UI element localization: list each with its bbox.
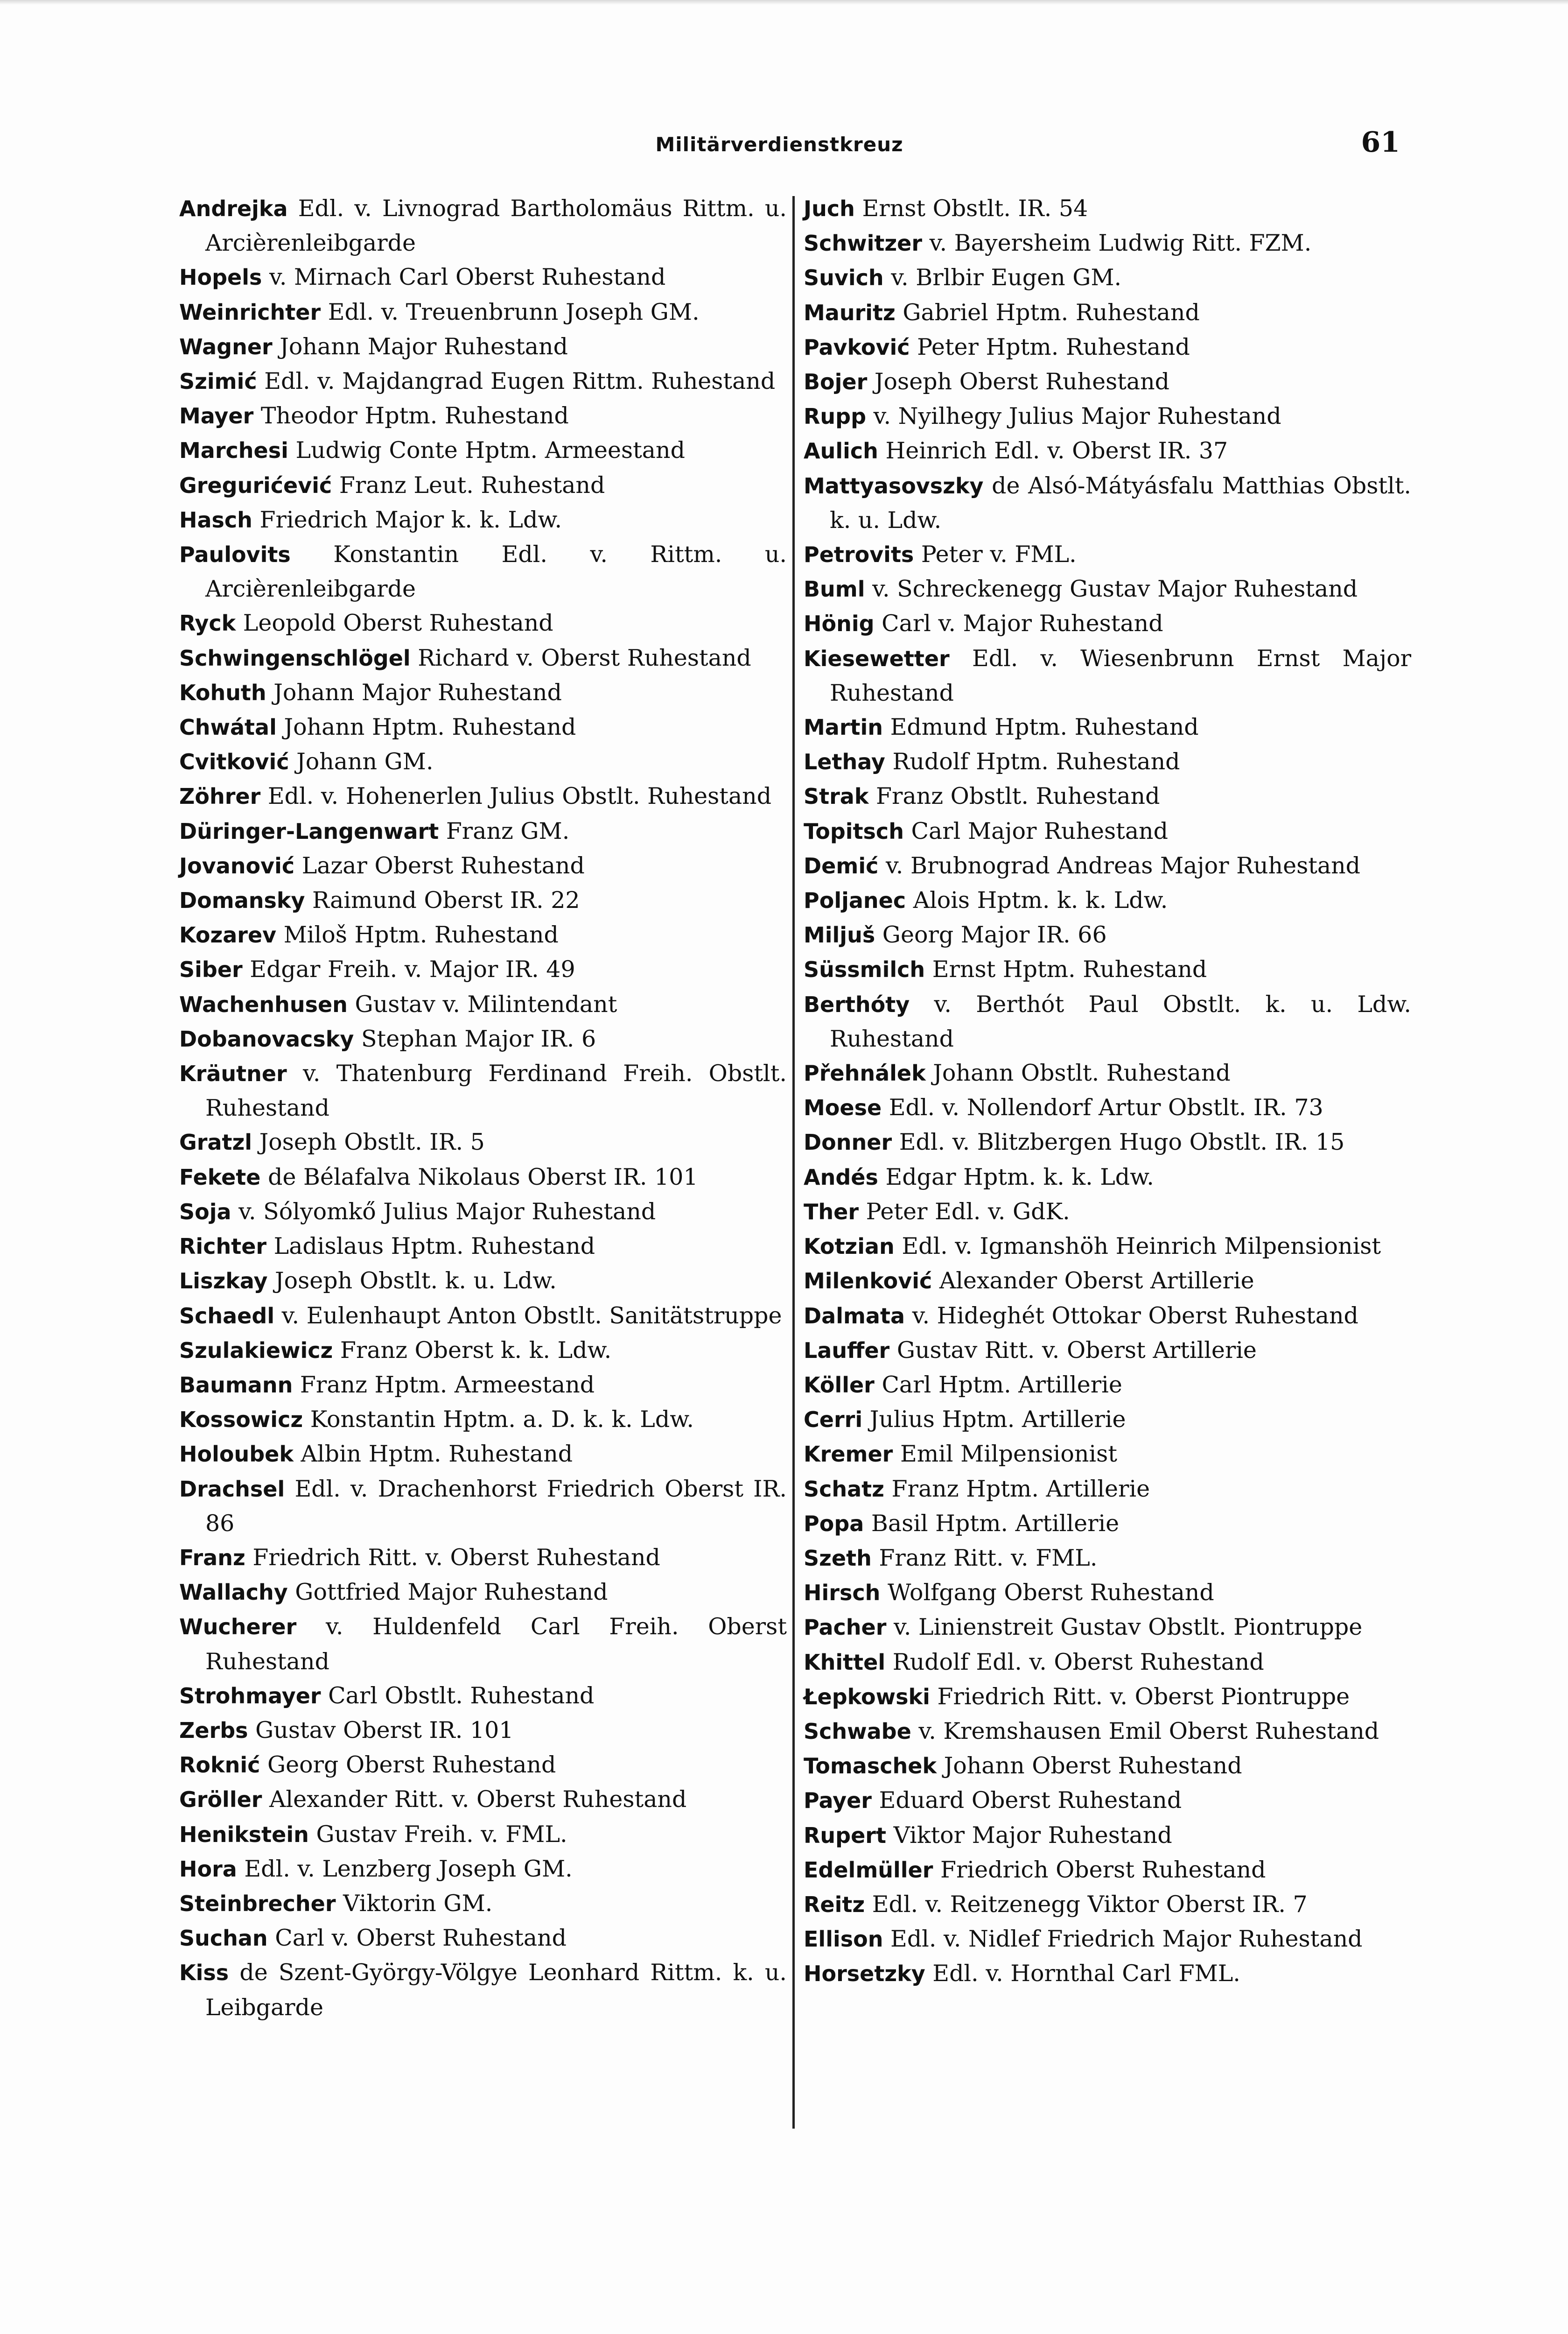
list-entry: [179, 1955, 787, 2024]
entry-details: Johann GM.: [296, 748, 434, 775]
entry-details: Richard v. Oberst Ruhestand: [418, 644, 751, 671]
list-entry: [804, 849, 1411, 883]
entry-details: Julius Hptm. Artillerie: [869, 1406, 1126, 1433]
entry-surname: Martin: [804, 715, 883, 740]
list-entry: [804, 710, 1411, 745]
entry-surname: Andrejka: [179, 196, 288, 221]
column-divider: [792, 196, 795, 2129]
entry-surname: Hasch: [179, 507, 252, 533]
list-entry: [804, 260, 1411, 295]
list-entry: [804, 1229, 1411, 1264]
entry-details: Basil Hptm. Artillerie: [871, 1510, 1120, 1537]
entry-details: de Szent-György-Völgye Leonhard Rittm. k. u. Leibgarde: [205, 1959, 787, 2021]
entry-details: Edl. v. Hornthal Carl FML.: [932, 1960, 1240, 1987]
entry-surname: Tomaschek: [804, 1753, 937, 1779]
entry-surname: Schaedl: [179, 1303, 275, 1329]
entry-surname: Milenković: [804, 1268, 932, 1294]
entry-details: Edl. v. Treuenbrunn Joseph GM.: [328, 298, 700, 325]
entry-details: Gabriel Hptm. Ruhestand: [903, 299, 1200, 326]
entry-surname: Aulich: [804, 438, 878, 464]
entry-details: Edgar Hptm. k. k. Ldw.: [885, 1163, 1154, 1190]
list-entry: [179, 537, 787, 606]
entry-details: Viktorin GM.: [343, 1890, 493, 1917]
entry-surname: Steinbrecher: [179, 1891, 336, 1916]
entry-surname: Kremer: [804, 1441, 893, 1467]
entry-surname: Schatz: [804, 1476, 884, 1502]
list-entry: [804, 1195, 1411, 1229]
entry-surname: Kossowicz: [179, 1407, 303, 1433]
entry-details: v. Mirnach Carl Oberst Ruhestand: [269, 264, 666, 291]
list-entry: [179, 814, 787, 849]
entry-surname: Henikstein: [179, 1821, 309, 1847]
list-entry: [179, 1748, 787, 1782]
list-entry: [804, 1125, 1411, 1160]
list-entry: [804, 1853, 1411, 1887]
list-entry: [179, 503, 787, 537]
list-entry: [804, 1437, 1411, 1471]
entry-surname: Pavković: [804, 334, 910, 360]
entry-surname: Drachsel: [179, 1476, 285, 1502]
entry-details: Edl. v. Hohenerlen Julius Obstlt. Ruhestand: [267, 783, 772, 810]
entry-surname: Wachenhusen: [179, 991, 348, 1017]
list-entry: [179, 1160, 787, 1195]
entry-details: Franz Leut. Ruhestand: [339, 471, 605, 499]
entry-surname: Szulakiewicz: [179, 1337, 333, 1363]
entry-details: Johann Oberst Ruhestand: [944, 1752, 1242, 1779]
list-entry: [804, 434, 1411, 468]
entry-details: Leopold Oberst Ruhestand: [243, 610, 553, 637]
entry-surname: Chwátal: [179, 715, 277, 740]
entry-details: Edl. v. Wiesenbrunn Ernst Major Ruhestand: [830, 645, 1411, 706]
entry-details: Johann Major Ruhestand: [280, 333, 568, 360]
entry-details: Viktor Major Ruhestand: [893, 1821, 1172, 1849]
entry-surname: Domansky: [179, 888, 305, 914]
list-entry: [804, 1749, 1411, 1783]
list-entry: [179, 918, 787, 952]
entry-details: v. Huldenfeld Carl Freih. Oberst Ruhestand: [205, 1613, 787, 1675]
entry-surname: Ryck: [179, 611, 236, 636]
entry-surname: Moese: [804, 1095, 882, 1121]
list-entry: [179, 433, 787, 468]
list-entry: [804, 1090, 1411, 1125]
list-entry: [179, 1125, 787, 1160]
list-entry: [804, 1056, 1411, 1090]
entry-details: Albin Hptm. Ruhestand: [301, 1441, 573, 1468]
entry-details: Franz Ritt. v. FML.: [879, 1544, 1098, 1571]
entry-details: Edmund Hptm. Ruhestand: [890, 714, 1199, 741]
list-entry: [179, 260, 787, 295]
entry-details: Joseph Obstlt. k. u. Ldw.: [275, 1267, 557, 1294]
entry-surname: Kiesewetter: [804, 646, 950, 671]
entry-surname: Düringer-Langenwart: [179, 818, 439, 844]
entry-surname: Mayer: [179, 403, 254, 429]
entry-details: Rudolf Hptm. Ruhestand: [892, 748, 1180, 775]
entry-surname: Hirsch: [804, 1580, 881, 1606]
entry-details: Franz GM.: [446, 817, 570, 844]
entry-surname: Liszkay: [179, 1268, 268, 1294]
entry-details: v. Schreckenegg Gustav Major Ruhestand: [872, 576, 1358, 603]
entry-details: Edl. v. Blitzbergen Hugo Obstlt. IR. 15: [899, 1129, 1345, 1156]
entry-surname: Roknić: [179, 1752, 260, 1778]
entry-details: v. Bayersheim Ludwig Ritt. FZM.: [929, 230, 1312, 257]
entry-details: Gustav Ritt. v. Oberst Artillerie: [896, 1336, 1257, 1364]
entry-surname: Petrovits: [804, 542, 914, 568]
list-entry: [804, 1402, 1411, 1437]
list-entry: [179, 1022, 787, 1056]
entry-surname: Paulovits: [179, 542, 291, 568]
list-entry: [179, 1264, 787, 1298]
list-entry: [179, 987, 787, 1022]
entry-details: de Alsó-Mátyásfalu Matthias Obstlt. k. u. Ldw.: [830, 472, 1412, 534]
entry-details: Gustav v. Milintendant: [355, 991, 617, 1018]
entry-surname: Bojer: [804, 369, 868, 395]
entry-surname: Buml: [804, 576, 865, 602]
entry-details: Edl. v. Majdangrad Eugen Rittm. Ruhestand: [264, 368, 776, 395]
entry-details: Alexander Oberst Artillerie: [939, 1267, 1254, 1294]
entry-surname: Szimić: [179, 369, 257, 394]
entry-surname: Gregurićević: [179, 472, 332, 498]
entry-details: Johann Major Ruhestand: [273, 679, 562, 706]
entry-surname: Kozarev: [179, 922, 277, 948]
entry-surname: Cvitković: [179, 749, 289, 775]
list-entry: [179, 779, 787, 814]
entry-surname: Wucherer: [179, 1614, 297, 1640]
list-entry: [179, 1782, 787, 1817]
list-entry: [804, 226, 1411, 260]
list-entry: [179, 1540, 787, 1575]
entry-details: Peter v. FML.: [921, 541, 1077, 568]
entry-details: v. Hideghét Ottokar Oberst Ruhestand: [912, 1302, 1358, 1329]
entry-surname: Donner: [804, 1130, 892, 1155]
entry-surname: Reitz: [804, 1891, 865, 1917]
entry-details: v. Berthót Paul Obstlt. k. u. Ldw. Ruhestand: [830, 991, 1412, 1052]
entry-details: Gustav Freih. v. FML.: [316, 1821, 567, 1848]
list-entry: [804, 191, 1411, 226]
entry-details: Franz Hptm. Artillerie: [891, 1475, 1150, 1502]
entry-details: Franz Obstlt. Ruhestand: [876, 783, 1160, 810]
entry-surname: Poljanec: [804, 888, 906, 914]
entry-surname: Weinrichter: [179, 299, 321, 325]
list-entry: [179, 952, 787, 987]
entry-details: Edgar Freih. v. Major IR. 49: [250, 956, 575, 983]
entry-surname: Edelmüller: [804, 1857, 933, 1883]
list-entry: [804, 295, 1411, 330]
left-column: [179, 191, 787, 2025]
entry-details: Johann Obstlt. Ruhestand: [933, 1060, 1231, 1087]
entry-surname: Gröller: [179, 1787, 262, 1813]
entry-surname: Cerri: [804, 1407, 863, 1433]
entry-surname: Ther: [804, 1199, 859, 1224]
list-entry: [804, 399, 1411, 434]
list-entry: [804, 641, 1411, 710]
list-entry: [179, 849, 787, 883]
list-entry: [804, 814, 1411, 849]
list-entry: [804, 1956, 1411, 1991]
list-entry: [804, 952, 1411, 987]
entry-surname: Miljuš: [804, 922, 875, 948]
entry-details: v. Eulenhaupt Anton Obstlt. Sanitätstruppe: [281, 1302, 782, 1329]
entry-surname: Khittel: [804, 1649, 886, 1675]
entry-surname: Mauritz: [804, 300, 896, 325]
list-entry: [179, 1368, 787, 1402]
list-entry: [804, 987, 1411, 1056]
entry-details: Miloš Hptm. Ruhestand: [283, 921, 559, 949]
list-entry: [179, 606, 787, 640]
list-entry: [179, 468, 787, 503]
entry-surname: Fekete: [179, 1164, 261, 1190]
entry-surname: Pacher: [804, 1615, 887, 1640]
list-entry: [804, 1541, 1411, 1575]
entry-surname: Kiss: [179, 1960, 229, 1986]
entry-details: Konstantin Hptm. a. D. k. k. Ldw.: [310, 1406, 694, 1433]
list-entry: [804, 745, 1411, 779]
list-entry: [804, 883, 1411, 918]
entry-surname: Přehnálek: [804, 1061, 926, 1086]
entry-details: Georg Oberst Ruhestand: [267, 1751, 556, 1779]
list-entry: [804, 779, 1411, 814]
entry-details: Konstantin Edl. v. Rittm. u. Arcièrenleibgarde: [205, 541, 787, 603]
entry-surname: Mattyasovszky: [804, 473, 984, 499]
entry-details: Lazar Oberst Ruhestand: [301, 852, 585, 879]
entry-details: Edl. v. Nollendorf Artur Obstlt. IR. 73: [889, 1094, 1323, 1121]
entry-surname: Demić: [804, 853, 879, 879]
list-entry: [804, 606, 1411, 641]
entry-surname: Topitsch: [804, 818, 904, 844]
list-entry: [179, 399, 787, 433]
list-entry: [179, 191, 787, 260]
entry-surname: Rupert: [804, 1822, 886, 1848]
entry-surname: Łepkowski: [804, 1684, 930, 1709]
entry-details: v. Brlbir Eugen GM.: [891, 264, 1122, 291]
entry-details: v. Linienstreit Gustav Obstlt. Piontruppe: [894, 1614, 1363, 1641]
list-entry: [179, 1229, 787, 1264]
entry-details: Edl. v. Drachenhorst Friedrich Oberst IR. 86: [205, 1475, 787, 1537]
right-column: [804, 191, 1411, 1991]
entry-details: Friedrich Ritt. v. Oberst Piontruppe: [937, 1683, 1350, 1710]
entry-details: v. Kremshausen Emil Oberst Ruhestand: [918, 1717, 1379, 1744]
entry-details: Stephan Major IR. 6: [361, 1025, 596, 1052]
entry-surname: Hopels: [179, 265, 262, 290]
entry-details: Theodor Hptm. Ruhestand: [260, 402, 569, 429]
entry-surname: Wagner: [179, 334, 273, 359]
entry-details: Friedrich Oberst Ruhestand: [940, 1856, 1266, 1883]
entry-details: v. Brubnograd Andreas Major Ruhestand: [885, 852, 1361, 879]
list-entry: [179, 1195, 787, 1229]
list-entry: [804, 1645, 1411, 1680]
entry-details: Edl. v. Lenzberg Joseph GM.: [244, 1855, 573, 1882]
entry-surname: Kotzian: [804, 1234, 895, 1259]
entry-surname: Hönig: [804, 611, 875, 637]
list-entry: [804, 1922, 1411, 1956]
entry-surname: Ellison: [804, 1926, 883, 1952]
list-entry: [804, 469, 1411, 537]
list-entry: [179, 745, 787, 779]
entry-surname: Richter: [179, 1234, 267, 1259]
entry-details: Ludwig Conte Hptm. Armeestand: [295, 437, 685, 464]
entry-details: Georg Major IR. 66: [882, 921, 1107, 949]
list-entry: [179, 1713, 787, 1748]
entry-details: Edl. v. Igmanshöh Heinrich Milpensionist: [902, 1233, 1381, 1260]
entry-details: Heinrich Edl. v. Oberst IR. 37: [885, 437, 1228, 464]
list-entry: [804, 1714, 1411, 1749]
entry-details: Emil Milpensionist: [900, 1441, 1117, 1468]
entry-details: Ladislaus Hptm. Ruhestand: [273, 1233, 595, 1260]
list-entry: [804, 1333, 1411, 1368]
page-edge: [0, 0, 1568, 5]
list-entry: [804, 1887, 1411, 1922]
list-entry: [804, 1818, 1411, 1853]
list-entry: [804, 1575, 1411, 1610]
entry-surname: Hora: [179, 1856, 237, 1882]
list-entry: [804, 1264, 1411, 1298]
entry-details: Eduard Oberst Ruhestand: [879, 1787, 1182, 1814]
list-entry: [179, 641, 787, 675]
entry-surname: Marchesi: [179, 438, 288, 464]
list-entry: [179, 675, 787, 710]
page-number: 61: [1361, 126, 1400, 159]
list-entry: [804, 1160, 1411, 1195]
entry-details: Peter Edl. v. GdK.: [866, 1198, 1070, 1225]
entry-surname: Payer: [804, 1788, 872, 1814]
entry-details: Edl. v. Livnograd Bartholomäus Rittm. u. Arcièrenleibgarde: [205, 195, 787, 257]
entry-surname: Wallachy: [179, 1580, 288, 1605]
entry-details: Carl Hptm. Artillerie: [882, 1371, 1122, 1398]
entry-surname: Jovanović: [179, 853, 295, 879]
entry-surname: Dobanovacsky: [179, 1026, 354, 1052]
entry-surname: Kräutner: [179, 1061, 287, 1087]
list-entry: [804, 1472, 1411, 1506]
list-entry: [804, 918, 1411, 952]
list-entry: [804, 572, 1411, 606]
entry-surname: Süssmilch: [804, 957, 925, 983]
entry-surname: Berthóty: [804, 991, 910, 1017]
entry-details: Joseph Oberst Ruhestand: [874, 368, 1170, 395]
entry-details: Wolfgang Oberst Ruhestand: [887, 1579, 1214, 1606]
entry-details: Alexander Ritt. v. Oberst Ruhestand: [269, 1786, 687, 1813]
list-entry: [179, 1817, 787, 1852]
list-entry: [804, 365, 1411, 399]
list-entry: [179, 1921, 787, 1955]
entry-details: Friedrich Ritt. v. Oberst Ruhestand: [252, 1544, 660, 1571]
entry-details: Ernst Hptm. Ruhestand: [932, 956, 1207, 983]
list-entry: [804, 1783, 1411, 1818]
entry-surname: Lauffer: [804, 1337, 890, 1363]
entry-details: Carl v. Oberst Ruhestand: [275, 1925, 567, 1952]
entry-surname: Lethay: [804, 749, 885, 775]
entry-surname: Baumann: [179, 1372, 293, 1398]
list-entry: [179, 330, 787, 364]
entry-details: Johann Hptm. Ruhestand: [284, 714, 576, 741]
entry-surname: Rupp: [804, 404, 867, 429]
list-entry: [179, 1575, 787, 1610]
entry-surname: Strak: [804, 784, 869, 809]
list-entry: [179, 1886, 787, 1921]
list-entry: [179, 883, 787, 918]
list-entry: [179, 710, 787, 745]
entry-surname: Juch: [804, 196, 855, 221]
list-entry: [804, 330, 1411, 365]
page-header-title: Militärverdienstkreuz: [655, 133, 903, 156]
entry-surname: Popa: [804, 1511, 864, 1536]
entry-surname: Soja: [179, 1199, 231, 1224]
list-entry: [179, 1437, 787, 1471]
entry-details: Carl Obstlt. Ruhestand: [328, 1682, 595, 1709]
list-entry: [179, 1299, 787, 1333]
entry-surname: Schwitzer: [804, 231, 923, 256]
entry-surname: Gratzl: [179, 1130, 252, 1155]
entry-surname: Holoubek: [179, 1441, 294, 1467]
entry-surname: Zöhrer: [179, 784, 261, 809]
list-entry: [179, 1679, 787, 1713]
list-entry: [179, 295, 787, 330]
list-entry: [804, 1506, 1411, 1541]
list-entry: [179, 1472, 787, 1540]
list-entry: [179, 1333, 787, 1368]
entry-surname: Schwingenschlögel: [179, 645, 411, 671]
entry-surname: Siber: [179, 957, 243, 983]
entry-details: Franz Oberst k. k. Ldw.: [340, 1336, 612, 1364]
entry-details: v. Thatenburg Ferdinand Freih. Obstlt. Ruhestand: [205, 1060, 787, 1122]
entry-details: Friedrich Major k. k. Ldw.: [259, 506, 562, 533]
entry-details: Peter Hptm. Ruhestand: [917, 333, 1190, 360]
entry-details: Franz Hptm. Armeestand: [300, 1371, 595, 1398]
entry-surname: Schwabe: [804, 1718, 911, 1744]
entry-surname: Horsetzky: [804, 1961, 925, 1987]
list-entry: [179, 1056, 787, 1125]
entry-surname: Köller: [804, 1372, 875, 1398]
entry-surname: Szeth: [804, 1545, 872, 1571]
entry-details: Carl Major Ruhestand: [911, 817, 1168, 844]
entry-surname: Kohuth: [179, 680, 266, 705]
entry-details: Edl. v. Reitzenegg Viktor Oberst IR. 7: [872, 1891, 1308, 1918]
entry-details: Gottfried Major Ruhestand: [295, 1579, 608, 1606]
entry-details: de Bélafalva Nikolaus Oberst IR. 101: [268, 1163, 698, 1190]
list-entry: [804, 1368, 1411, 1402]
entry-details: v. Sólyomkő Julius Major Ruhestand: [238, 1198, 656, 1225]
list-entry: [179, 1402, 787, 1437]
entry-details: Gustav Oberst IR. 101: [255, 1716, 514, 1743]
entry-details: v. Nyilhegy Julius Major Ruhestand: [873, 403, 1281, 430]
list-entry: [179, 364, 787, 399]
list-entry: [804, 537, 1411, 572]
list-entry: [179, 1610, 787, 1678]
entry-surname: Zerbs: [179, 1717, 248, 1743]
entry-surname: Andés: [804, 1164, 878, 1190]
entry-details: Rudolf Edl. v. Oberst Ruhestand: [892, 1648, 1264, 1675]
entry-details: Edl. v. Nidlef Friedrich Major Ruhestand: [890, 1926, 1363, 1953]
entry-details: Alois Hptm. k. k. Ldw.: [913, 887, 1168, 914]
entry-surname: Dalmata: [804, 1303, 905, 1329]
entry-details: Joseph Obstlt. IR. 5: [259, 1129, 485, 1156]
list-entry: [179, 1852, 787, 1886]
entry-surname: Suchan: [179, 1926, 268, 1951]
entry-surname: Suvich: [804, 265, 884, 291]
entry-details: Raimund Oberst IR. 22: [312, 887, 580, 914]
list-entry: [804, 1299, 1411, 1333]
list-entry: [804, 1680, 1411, 1714]
entry-details: Ernst Obstlt. IR. 54: [862, 195, 1088, 222]
entry-surname: Strohmayer: [179, 1683, 321, 1708]
entry-details: Carl v. Major Ruhestand: [882, 610, 1163, 637]
list-entry: [804, 1610, 1411, 1645]
entry-surname: Franz: [179, 1545, 245, 1570]
